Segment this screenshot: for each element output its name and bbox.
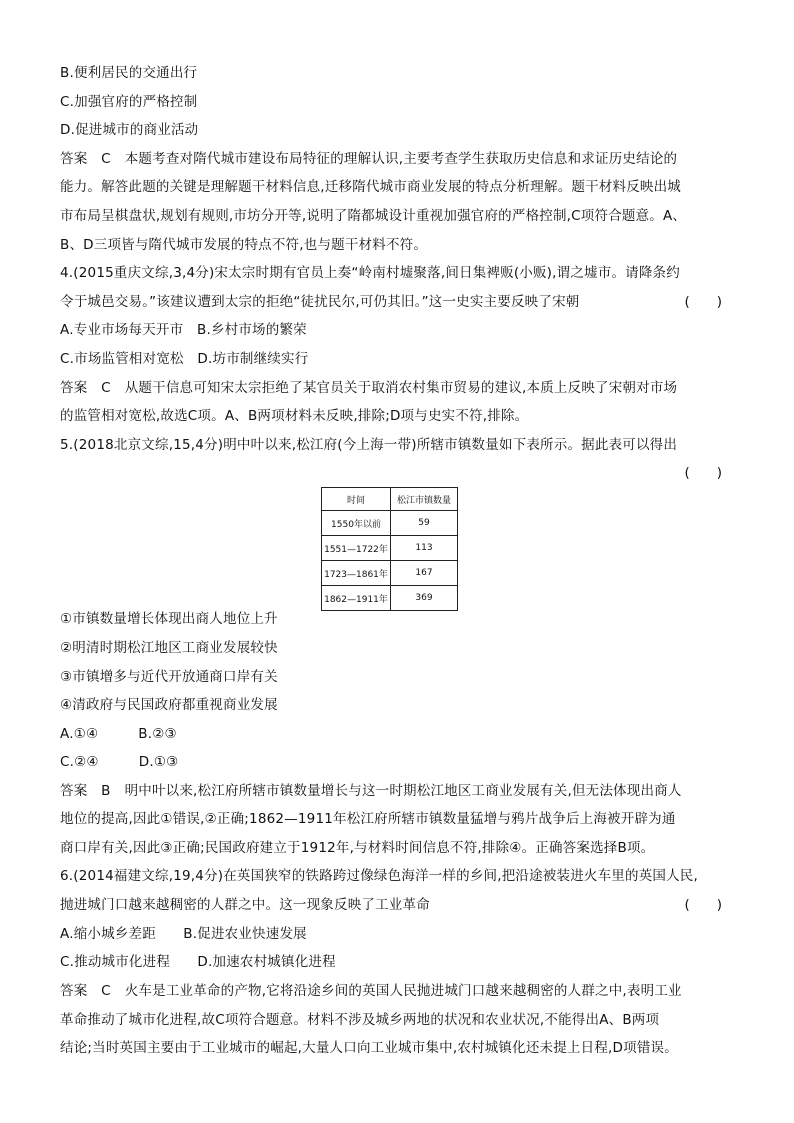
table-header-row	[322, 488, 458, 511]
q5-option-c: C.②④	[60, 754, 99, 770]
table-row	[322, 586, 458, 611]
q5-option-d: D.①③	[138, 754, 179, 770]
q6-options-cd: C.推动城市化进程 D.加速农村城镇化进程	[60, 954, 336, 970]
answer-label: 答案 C	[60, 983, 111, 999]
table-header-cell: 松江市镇数量	[391, 488, 458, 511]
q5-stem-line-1: 5.(2018北京文综,15,4分)明中叶以来,松江府(今上海一带)所辖市镇数量如下表所示。据此表可以得出	[60, 437, 678, 453]
q3-answer-line-3: 市布局呈棋盘状,规划有规则,市坊分开等,说明了隋都城设计重视加强官府的严格控制,C项符合题意。A、	[60, 208, 687, 224]
answer-label: 答案 B	[60, 783, 111, 799]
table-cell: 113	[391, 536, 458, 561]
table-cell: 369	[391, 586, 458, 611]
q4-options-cd: C.市场监管相对宽松 D.坊市制继续实行	[60, 351, 309, 367]
q3-answer-line-2: 能力。解答此题的关键是理解题干材料信息,迁移隋代城市商业发展的特点分析理解。题干材料反映出城	[60, 179, 681, 195]
q4-answer-line-1	[60, 378, 740, 398]
q3-answer-line-4: B、D三项皆与隋代城市发展的特点不符,也与题干材料不符。	[60, 237, 428, 253]
q3-option-c: C.加强官府的严格控制	[60, 94, 198, 110]
q6-answer-line-2: 革命推动了城市化进程,故C项符合题意。材料不涉及城乡两地的状况和农业状况,不能得出A、B两项	[60, 1012, 660, 1028]
q4-stem-line-1: 4.(2015重庆文综,3,4分)宋太宗时期有官员上奏“岭南村墟聚落,间日集裨贩(小贩),谓之墟市。请降条约	[60, 265, 680, 281]
q5-answer-line-2: 地位的提高,因此①错误,②正确;1862—1911年松江府所辖市镇数量猛增与鸦片战争后上海被开辟为通	[60, 811, 676, 827]
table-header-cell: 时间	[322, 488, 391, 511]
market-town-table	[321, 487, 458, 611]
q5-answer-line-3: 商口岸有关,因此③正确;民国政府建立于1912年,与材料时间信息不符,排除④。正确答案选择B项。	[60, 840, 655, 856]
q5-item-3: ③市镇增多与近代开放通商口岸有关	[60, 669, 278, 685]
q6-options-ab: A.缩小城乡差距 B.促进农业快速发展	[60, 926, 307, 942]
answer-text: 从题干信息可知宋太宗拒绝了某官员关于取消农村集市贸易的建议,本质上反映了宋朝对市场	[124, 380, 678, 396]
table-cell: 1550年以前	[322, 511, 391, 536]
table-cell: 1862—1911年	[322, 586, 391, 611]
q4-answer-line-2: 的监管相对宽松,故选C项。A、B两项材料未反映,排除;D项与史实不符,排除。	[60, 408, 529, 424]
answer-label: 答案 C	[60, 151, 111, 167]
table-cell: 1723—1861年	[322, 561, 391, 586]
q5-item-4: ④清政府与民国政府都重视商业发展	[60, 697, 278, 713]
q5-item-1: ①市镇数量增长体现出商人地位上升	[60, 611, 278, 627]
q5-options-cd	[60, 752, 740, 772]
q5-option-b: B.②③	[138, 726, 177, 742]
q5-answer-blank: ( )	[684, 465, 722, 481]
table-row	[322, 561, 458, 586]
answer-text: 火车是工业革命的产物,它将沿途乡间的英国人民抛进城门口越来越稠密的人群之中,表明工业	[124, 983, 682, 999]
q3-answer-line-1	[60, 149, 740, 169]
answer-label: 答案 C	[60, 380, 111, 396]
q6-answer-blank: ( )	[684, 897, 722, 913]
q6-answer-line-3: 结论;当时英国主要由于工业城市的崛起,大量人口向工业城市集中,农村城镇化还未提上日程,D项错误。	[60, 1040, 678, 1056]
table-cell: 59	[391, 511, 458, 536]
q4-options-ab: A.专业市场每天开市 B.乡村市场的繁荣	[60, 322, 307, 338]
q6-answer-line-1	[60, 981, 740, 1001]
table-row	[322, 511, 458, 536]
table-cell: 167	[391, 561, 458, 586]
q5-answer-line-1	[60, 781, 740, 801]
table-row	[322, 536, 458, 561]
q5-option-a: A.①④	[60, 726, 99, 742]
answer-text: 本题考查对隋代城市建设布局特征的理解认识,主要考查学生获取历史信息和求证历史结论的	[124, 151, 678, 167]
q5-item-2: ②明清时期松江地区工商业发展较快	[60, 640, 278, 656]
q4-stem-line-2: 令于城邑交易。”该建议遭到太宗的拒绝“徒扰民尔,可仍其旧。”这一史实主要反映了宋朝	[60, 294, 580, 310]
q6-stem-line-2: 抛进城门口越来越稠密的人群之中。这一现象反映了工业革命	[60, 897, 430, 913]
q6-stem-line-1: 6.(2014福建文综,19,4分)在英国狭窄的铁路跨过像绿色海洋一样的乡间,把沿途被装进火车里的英国人民,	[60, 868, 699, 884]
table-cell: 1551—1722年	[322, 536, 391, 561]
q5-options-ab	[60, 724, 740, 744]
q3-option-d: D.促进城市的商业活动	[60, 122, 199, 138]
answer-text: 明中叶以来,松江府所辖市镇数量增长与这一时期松江地区工商业发展有关,但无法体现出商人	[124, 783, 682, 799]
q4-answer-blank: ( )	[684, 294, 722, 310]
q3-option-b: B.便利居民的交通出行	[60, 65, 198, 81]
